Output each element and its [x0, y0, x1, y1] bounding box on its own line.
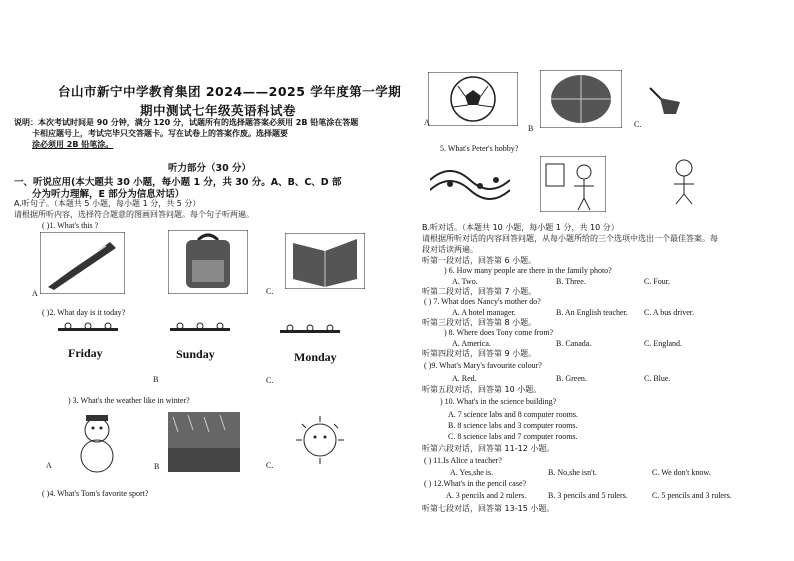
question-9: ( )9. What's Mary's favourite colour? [424, 361, 542, 370]
img-option-a: A [424, 118, 430, 127]
img-option-b: B [528, 124, 534, 133]
q11-option-b: B. No,she isn't. [548, 468, 597, 477]
section1-heading: 一、听说应用(本大题共 30 小题，每小题 1 分，共 30 分。A、B、C、D 部 [14, 177, 342, 188]
calendar-rings-icon [58, 320, 118, 332]
q11-option-a: A. Yes,she is. [450, 468, 494, 477]
img-option-c: C. [634, 120, 642, 129]
question-11: ( ) 11.Is Alice a teacher? [424, 456, 502, 465]
q1-option-c: C. [266, 287, 274, 296]
q6-option-b: B. Three. [556, 277, 586, 286]
q7-option-a: A. A hotel manager. [452, 308, 516, 317]
dialogue-intro: 听第一段对话，回答第 6 小题。 [422, 256, 537, 265]
q2-option-c: C. [266, 376, 274, 385]
question-6: ) 6. How many people are there in the family photo? [444, 266, 612, 275]
q3-option-c: C. [266, 461, 274, 470]
dialogue-intro: 听第六段对话，回答第 11-12 小题。 [422, 444, 555, 453]
dialogue-intro: 听第五段对话，回答第 10 小题。 [422, 385, 542, 394]
dialogue-intro: 听第四段对话，回答第 9 小题。 [422, 349, 537, 358]
basketball-image [540, 70, 622, 128]
listening-heading: 听力部分（30 分） [168, 163, 252, 174]
q8-option-a: A. America. [452, 339, 491, 348]
q12-option-c: C. 5 pencils and 3 rulers. [652, 491, 732, 500]
section1-heading-b: 分为听力理解，E 部分为信息对话） [32, 189, 185, 200]
q1-option-a: A [32, 289, 38, 298]
q9-option-b: B. Green. [556, 374, 587, 383]
question-5: 5. What's Peter's hobby? [440, 144, 519, 153]
q10-option-c: C. 8 science labs and 7 computer rooms. [448, 432, 578, 441]
question-10: ) 10. What's in the science building? [440, 397, 557, 406]
question-4: ( )4. What's Tom's favorite sport? [42, 489, 149, 498]
day-sunday: Sunday [176, 347, 215, 361]
partA-heading: A.听句子。（本题共 5 小题，每小题 1 分，共 5 分） [14, 199, 201, 208]
notice-line3: 涂必须用 2B 铅笔涂。 [32, 140, 114, 149]
q7-option-c: C. A bus driver. [644, 308, 695, 317]
sun-image [284, 414, 356, 468]
schoolbag-image [168, 230, 248, 294]
q6-option-a: A. Two. [452, 277, 478, 286]
q12-option-a: A. 3 pencils and 2 rulers. [446, 491, 527, 500]
singing-person-image [664, 156, 704, 206]
notice-line1: 说明：本次考试时间是 90 分钟，满分 120 分，试题所有的选择题答案必须用 2B 铅笔涂在答题 [14, 118, 359, 127]
question-3: ) 3. What's the weather like in winter? [68, 396, 190, 405]
q8-option-b: B. Canada. [556, 339, 592, 348]
partB-heading: B.听对话。（本题共 10 小题，每小题 1 分，共 10 分） [422, 223, 619, 232]
dialogue-intro: 听第七段对话，回答第 13-15 小题。 [422, 504, 555, 513]
dialogue-intro: 听第二段对话，回答第 7 小题。 [422, 287, 537, 296]
notice-line2: 卡相应题号上，考试完毕只交答题卡。写在试卷上的答案作废。选择题要 [32, 129, 288, 138]
partB-rule2: 段对话读两遍。 [422, 245, 478, 254]
day-friday: Friday [68, 346, 103, 360]
music-notes-image [430, 162, 510, 204]
question-12: ( ) 12.What's in the pencil case? [424, 479, 527, 488]
q6-option-c: C. Four. [644, 277, 671, 286]
feather-pen-image [40, 232, 125, 294]
question-8: ) 8. Where does Tony come from? [444, 328, 554, 337]
exam-title-line1: 台山市新宁中学教育集团 2024——2025 学年度第一学期 [58, 84, 402, 99]
question-1: ( )1. What's this ? [42, 221, 99, 230]
day-monday: Monday [294, 350, 337, 364]
exam-title-line2: 期中测试七年级英语科试卷 [140, 103, 297, 118]
dialogue-intro: 听第三段对话，回答第 8 小题。 [422, 318, 537, 327]
question-2: ( )2. What day is it today? [42, 308, 126, 317]
snowman-image [72, 412, 122, 474]
q3-option-b: B [154, 462, 160, 471]
q8-option-c: C. England. [644, 339, 682, 348]
badminton-image [640, 80, 690, 120]
question-7: ( ) 7. What does Nancy's mother do? [424, 297, 541, 306]
rain-image [168, 412, 240, 472]
painting-kids-image [540, 156, 606, 212]
q7-option-b: B. An English teacher. [556, 308, 628, 317]
calendar-rings-icon [280, 322, 340, 334]
partB-rule1: 请根据所听对话的内容回答问题，从每小题所给的三个选项中选出一个最佳答案。每 [422, 234, 718, 243]
calendar-rings-icon [170, 320, 230, 332]
football-image [428, 72, 518, 126]
q2-option-b: B [153, 375, 159, 384]
q10-option-a: A. 7 science labs and 8 computer rooms. [448, 410, 578, 419]
q3-option-a: A [46, 461, 52, 470]
q11-option-c: C. We don't know. [652, 468, 711, 477]
q12-option-b: B. 3 pencils and 5 rulers. [548, 491, 628, 500]
q9-option-a: A. Red. [452, 374, 477, 383]
q9-option-c: C. Blue. [644, 374, 671, 383]
partA-rule: 请根据所听内容，选择符合题意的图画回答问题。每个句子听两遍。 [14, 210, 254, 219]
book-image [285, 233, 365, 289]
q10-option-b: B. 8 science labs and 3 computer rooms. [448, 421, 578, 430]
